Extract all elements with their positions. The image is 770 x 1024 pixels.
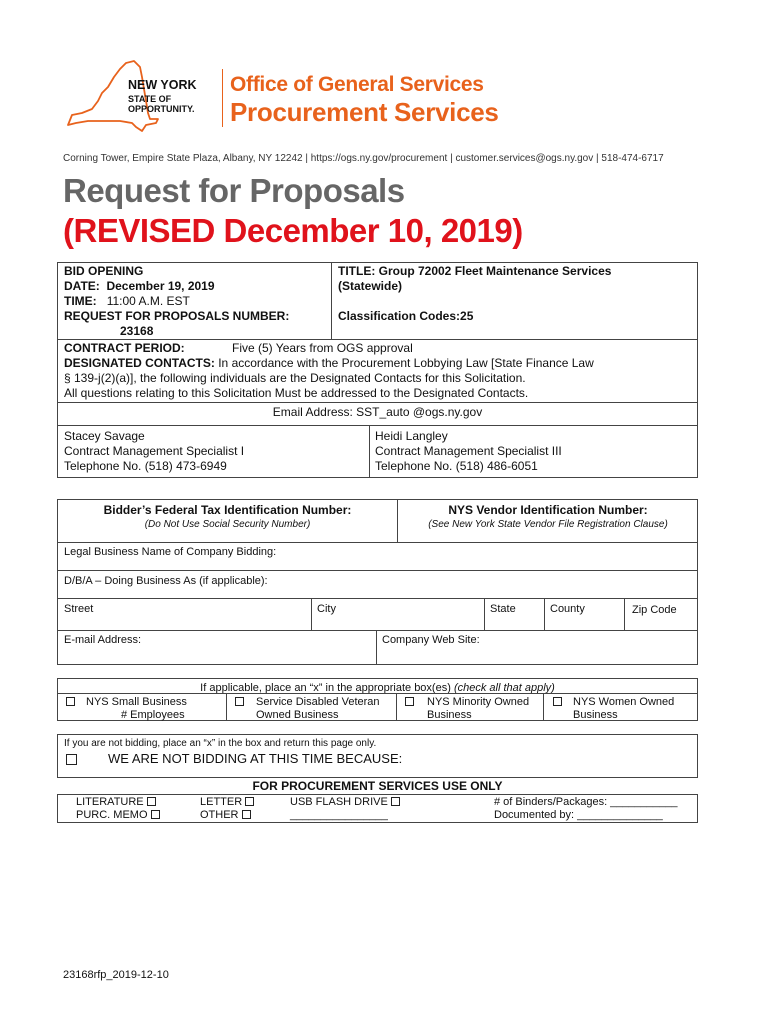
rfp-title-scope: (Statewide): [338, 279, 403, 293]
usb-blank[interactable]: ________________: [290, 809, 388, 821]
footer-doc-id: 23168rfp_2019-12-10: [63, 969, 169, 981]
county-field[interactable]: County: [550, 603, 585, 615]
logo-opportunity: OPPORTUNITY.: [128, 104, 195, 114]
letter-checkbox[interactable]: [245, 797, 254, 806]
bidder-info-table: [57, 499, 698, 665]
purc-memo-checkbox[interactable]: [151, 810, 160, 819]
legal-business-name-field[interactable]: Legal Business Name of Company Bidding:: [64, 546, 277, 558]
minority-label-2: Business: [427, 709, 472, 721]
women-checkbox[interactable]: [553, 697, 562, 706]
contact1-name: Stacey Savage: [64, 429, 145, 443]
letter-field: LETTER: [200, 795, 254, 809]
minority-label: NYS Minority Owned: [427, 696, 530, 708]
purc-memo-field: PURC. MEMO: [76, 808, 160, 822]
zip-code-field[interactable]: Zip Code: [632, 604, 677, 616]
binders-field[interactable]: # of Binders/Packages: ___________: [494, 796, 678, 808]
other-field: OTHER: [200, 808, 251, 822]
not-bidding-statement: WE ARE NOT BIDDING AT THIS TIME BECAUSE:: [108, 751, 403, 766]
designated-email: Email Address: SST_auto @ogs.ny.gov: [272, 405, 483, 419]
contact1-role: Contract Management Specialist I: [64, 444, 245, 458]
logo-state-of: STATE OF: [128, 94, 172, 104]
bid-opening-label: BID OPENING: [64, 264, 144, 278]
contact2-phone: Telephone No. (518) 486-6051: [375, 459, 538, 473]
literature-field: LITERATURE: [76, 795, 156, 809]
fein-label: Bidder’s Federal Tax Identification Number:: [103, 503, 352, 517]
logo-office-name: Office of General Services: [230, 73, 484, 96]
email-field[interactable]: E-mail Address:: [64, 634, 142, 646]
women-label: NYS Women Owned: [573, 696, 675, 708]
veteran-checkbox[interactable]: [235, 697, 244, 706]
bid-time: TIME: 11:00 A.M. EST: [64, 294, 190, 308]
small-business-checkbox[interactable]: [66, 697, 75, 706]
rfp-number-value: 23168: [120, 324, 154, 338]
small-business-label: NYS Small Business: [86, 696, 187, 708]
vendor-id-label: NYS Vendor Identification Number:: [448, 503, 648, 517]
documented-by-field[interactable]: Documented by: ______________: [494, 809, 663, 821]
veteran-label-2: Owned Business: [256, 709, 339, 721]
contract-period-label: CONTRACT PERIOD:: [64, 341, 185, 355]
rfp-title: TITLE: Group 72002 Fleet Maintenance Services: [338, 264, 612, 278]
other-checkbox[interactable]: [242, 810, 251, 819]
designated-contacts-line2: § 139-j(2)(a)], the following individuals are the Designated Contacts for this Solicitation.: [64, 371, 526, 385]
designated-contacts-line3: All questions relating to this Solicitation Must be addressed to the Designated Contacts.: [64, 386, 529, 400]
business-type-table: [57, 678, 698, 721]
designated-contacts-text: DESIGNATED CONTACTS: In accordance with the Procurement Lobbying Law [State Finance Law: [64, 356, 594, 370]
applicable-header: If applicable, place an “x” in the appropriate box(es) (check all that apply): [200, 682, 555, 694]
employees-label: # Employees: [121, 709, 185, 721]
fein-note: (Do Not Use Social Security Number): [144, 519, 311, 530]
usb-field: USB FLASH DRIVE: [290, 795, 400, 809]
contact2-role: Contract Management Specialist III: [375, 444, 562, 458]
women-label-2: Business: [573, 709, 618, 721]
contact2-name: Heidi Langley: [375, 429, 448, 443]
dba-field[interactable]: D/B/A – Doing Business As (if applicable):: [64, 575, 268, 587]
revised-date: (REVISED December 10, 2019): [63, 212, 523, 249]
logo-division-name: Procurement Services: [230, 97, 499, 127]
vendor-id-note: (See New York State Vendor File Registration Clause): [428, 519, 668, 530]
contact1-phone: Telephone No. (518) 473-6949: [64, 459, 227, 473]
bid-date: DATE: December 19, 2019: [64, 279, 215, 293]
page-title: Request for Proposals: [63, 172, 405, 209]
city-field[interactable]: City: [317, 603, 336, 615]
veteran-label: Service Disabled Veteran: [256, 696, 380, 708]
literature-checkbox[interactable]: [147, 797, 156, 806]
street-field[interactable]: Street: [64, 603, 94, 615]
rfp-number-label: REQUEST FOR PROPOSALS NUMBER:: [64, 309, 290, 323]
classification-codes: Classification Codes:25: [338, 309, 474, 323]
contact-line: Corning Tower, Empire State Plaza, Albany, NY 12242 | https://ogs.ny.gov/procurement | customer.services@ogs.ny.gov | 518-474-6717: [63, 153, 664, 164]
ogs-logo: [62, 55, 502, 145]
usb-checkbox[interactable]: [391, 797, 400, 806]
rfp-info-table: [57, 262, 698, 478]
not-bidding-note: If you are not bidding, place an “x” in the box and return this page only.: [64, 738, 377, 749]
logo-divider: [222, 69, 223, 127]
procurement-use-header: FOR PROCUREMENT SERVICES USE ONLY: [252, 779, 503, 793]
minority-checkbox[interactable]: [405, 697, 414, 706]
logo-new-york: NEW YORK: [128, 78, 197, 92]
not-bidding-box: [57, 734, 698, 778]
procurement-use-table: [57, 794, 698, 823]
website-field[interactable]: Company Web Site:: [382, 634, 480, 646]
not-bidding-checkbox[interactable]: [66, 754, 77, 765]
contract-period-value: Five (5) Years from OGS approval: [232, 341, 413, 355]
state-field[interactable]: State: [490, 603, 516, 615]
